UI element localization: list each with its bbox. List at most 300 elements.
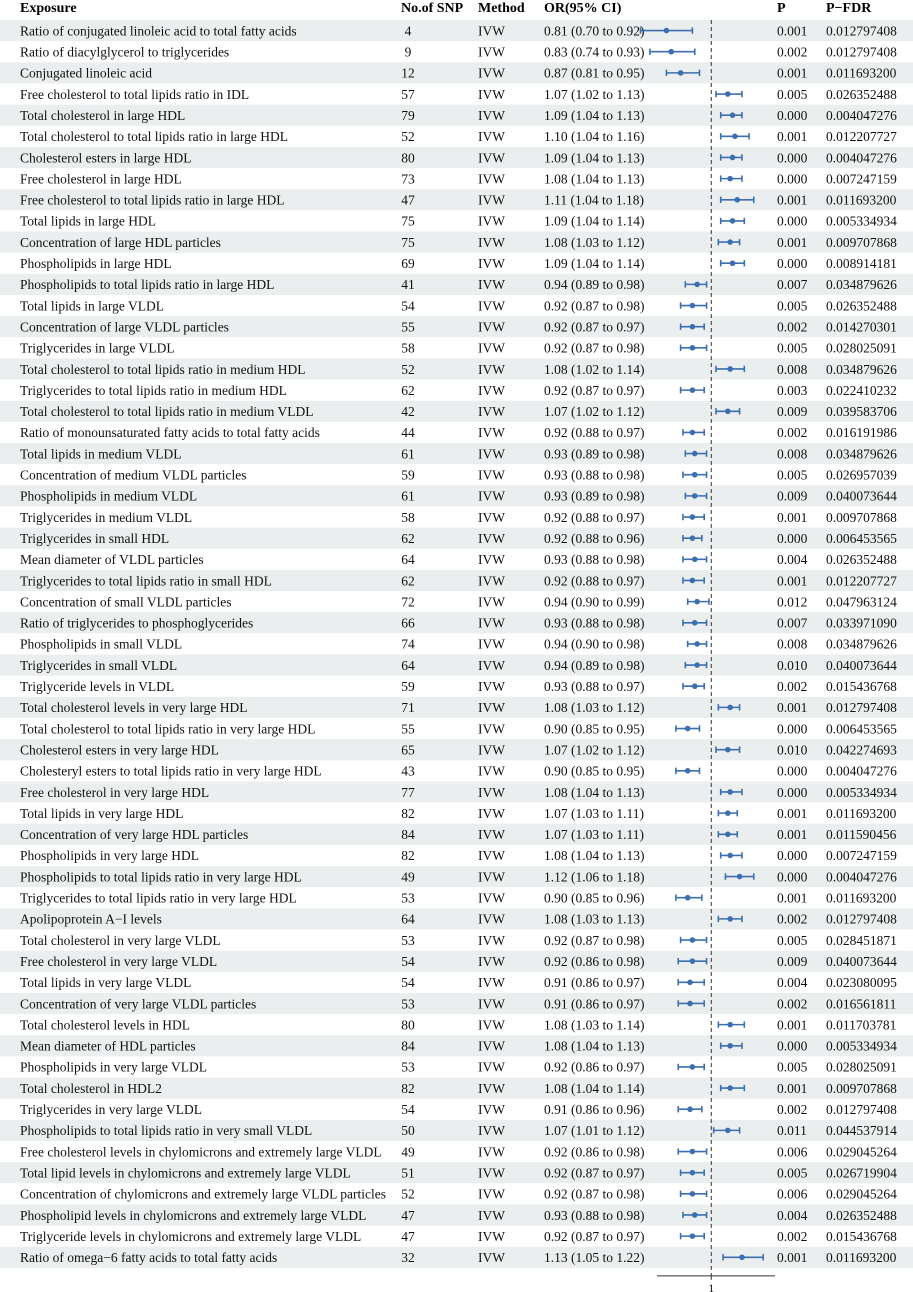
or-ci-cell: 1.08 (1.02 to 1.14): [544, 361, 645, 377]
method-cell: IVW: [478, 1059, 505, 1075]
or-point: [739, 1254, 745, 1260]
p-value-cell: 0.002: [777, 425, 808, 441]
or-point: [690, 324, 696, 330]
p-fdr-cell: 0.012797408: [826, 23, 897, 39]
p-fdr-cell: 0.005334934: [826, 1038, 897, 1054]
p-fdr-cell: 0.016191986: [826, 425, 897, 441]
nsnp-cell: 41: [401, 277, 415, 293]
p-fdr-cell: 0.033971090: [826, 615, 897, 631]
or-ci-cell: 0.93 (0.88 to 0.97): [544, 679, 645, 695]
or-ci-cell: 1.08 (1.04 to 1.13): [544, 848, 645, 864]
or-point: [727, 176, 733, 182]
p-value-cell: 0.012: [777, 594, 808, 610]
exposure-cell: Total cholesterol to total lipids ratio in very large HDL: [20, 721, 316, 737]
p-value-cell: 0.002: [777, 911, 808, 927]
p-value-cell: 0.005: [777, 1165, 808, 1181]
or-point: [694, 641, 700, 647]
nsnp-cell: 42: [401, 404, 415, 420]
or-ci-cell: 0.92 (0.87 to 0.97): [544, 382, 645, 398]
p-value-cell: 0.001: [777, 1017, 808, 1033]
or-ci-cell: 0.93 (0.88 to 0.98): [544, 467, 645, 483]
or-ci-cell: 0.93 (0.88 to 0.98): [544, 1207, 645, 1223]
or-point: [692, 620, 698, 626]
method-cell: IVW: [478, 298, 505, 314]
nsnp-cell: 71: [401, 700, 415, 716]
p-fdr-cell: 0.011693200: [826, 192, 897, 208]
nsnp-cell: 47: [401, 1228, 415, 1244]
or-ci-cell: 0.92 (0.87 to 0.97): [544, 319, 645, 335]
method-cell: IVW: [478, 869, 505, 885]
nsnp-cell: 58: [401, 509, 415, 525]
ci-mark: [721, 852, 742, 858]
ci-mark: [678, 1106, 702, 1112]
or-point: [725, 91, 731, 97]
or-point: [690, 937, 696, 943]
or-point: [694, 662, 700, 668]
nsnp-cell: 53: [401, 890, 415, 906]
p-fdr-cell: 0.011693200: [826, 1250, 897, 1266]
or-ci-cell: 0.93 (0.88 to 0.98): [544, 615, 645, 631]
nsnp-cell: 75: [401, 213, 415, 229]
ci-mark: [681, 302, 707, 308]
exposure-cell: Total lipids in large VLDL: [20, 298, 165, 314]
method-cell: IVW: [478, 1207, 505, 1223]
nsnp-cell: 52: [401, 361, 415, 377]
exposure-cell: Triglycerides to total lipids ratio in small HDL: [20, 573, 272, 589]
nsnp-cell: 84: [401, 827, 415, 843]
or-point: [692, 683, 698, 689]
p-value-cell: 0.000: [777, 256, 808, 272]
ci-mark: [721, 133, 749, 139]
method-cell: IVW: [478, 1228, 505, 1244]
or-point: [732, 134, 738, 140]
ci-mark: [716, 91, 742, 97]
exposure-cell: Free cholesterol levels in chylomicrons and extremely large VLDL: [20, 1144, 382, 1160]
p-fdr-cell: 0.005334934: [826, 213, 897, 229]
p-fdr-cell: 0.034879626: [826, 361, 897, 377]
exposure-cell: Phospholipids to total lipids ratio in very small VLDL: [20, 1123, 313, 1139]
table-row: [20, 594, 897, 609]
table-row: [20, 721, 897, 736]
method-cell: IVW: [478, 65, 505, 81]
method-cell: IVW: [478, 615, 505, 631]
method-cell: IVW: [478, 256, 505, 272]
or-ci-cell: 0.90 (0.85 to 0.96): [544, 890, 645, 906]
exposure-cell: Triglycerides to total lipids ratio in very large HDL: [20, 890, 297, 906]
method-cell: IVW: [478, 552, 505, 568]
p-fdr-cell: 0.009707868: [826, 509, 897, 525]
nsnp-cell: 4: [404, 23, 412, 39]
or-ci-cell: 1.08 (1.03 to 1.13): [544, 911, 645, 927]
header-row: [20, 1, 872, 16]
table-row: [20, 510, 897, 525]
p-value-cell: 0.001: [777, 129, 808, 145]
p-fdr-cell: 0.009707868: [826, 1080, 897, 1096]
or-ci-cell: 0.81 (0.70 to 0.92): [544, 23, 645, 39]
nsnp-cell: 58: [401, 340, 415, 356]
or-point: [727, 1043, 733, 1049]
or-point: [687, 1001, 693, 1007]
p-fdr-cell: 0.011703781: [826, 1017, 897, 1033]
method-cell: IVW: [478, 86, 505, 102]
method-cell: IVW: [478, 192, 505, 208]
method-cell: IVW: [478, 171, 505, 187]
ci-mark: [683, 429, 704, 435]
method-cell: IVW: [478, 1038, 505, 1054]
ci-mark: [678, 1064, 704, 1070]
or-point: [737, 874, 743, 880]
p-value-cell: 0.005: [777, 340, 808, 356]
or-ci-cell: 1.09 (1.04 to 1.13): [544, 107, 645, 123]
nsnp-cell: 54: [401, 975, 415, 991]
p-value-cell: 0.001: [777, 65, 808, 81]
p-value-cell: 0.007: [777, 277, 808, 293]
exposure-cell: Free cholesterol in large HDL: [20, 171, 182, 187]
method-cell: IVW: [478, 319, 505, 335]
p-fdr-cell: 0.011590456: [826, 827, 897, 843]
or-ci-cell: 1.08 (1.04 to 1.14): [544, 1080, 645, 1096]
or-point: [692, 1212, 698, 1218]
exposure-cell: Total lipids in medium VLDL: [20, 446, 182, 462]
p-value-cell: 0.004: [777, 1207, 808, 1223]
table-row: [20, 806, 897, 821]
exposure-cell: Conjugated linoleic acid: [20, 65, 152, 81]
nsnp-cell: 47: [401, 1207, 415, 1223]
exposure-cell: Free cholesterol in very large HDL: [20, 784, 210, 800]
or-point: [725, 747, 731, 753]
p-fdr-cell: 0.011693200: [826, 805, 897, 821]
or-ci-cell: 1.08 (1.03 to 1.12): [544, 234, 645, 250]
or-point: [690, 514, 696, 520]
method-cell: IVW: [478, 573, 505, 589]
p-fdr-cell: 0.040073644: [826, 953, 897, 969]
or-point: [725, 408, 731, 414]
nsnp-cell: 47: [401, 192, 415, 208]
table-row: [20, 891, 897, 906]
method-cell: IVW: [478, 996, 505, 1012]
p-fdr-cell: 0.009707868: [826, 234, 897, 250]
p-value-cell: 0.001: [777, 890, 808, 906]
method-cell: IVW: [478, 1186, 505, 1202]
or-point: [730, 218, 736, 224]
exposure-cell: Cholesteryl esters to total lipids ratio in very large HDL: [20, 763, 322, 779]
or-point: [692, 493, 698, 499]
method-cell: IVW: [478, 488, 505, 504]
ci-mark: [650, 49, 695, 55]
method-cell: IVW: [478, 425, 505, 441]
p-fdr-cell: 0.023080095: [826, 975, 897, 991]
exposure-cell: Ratio of monounsaturated fatty acids to total fatty acids: [20, 425, 320, 441]
method-cell: IVW: [478, 848, 505, 864]
or-ci-cell: 0.92 (0.87 to 0.98): [544, 298, 645, 314]
header-nsnp: No.of SNP: [401, 1, 464, 16]
method-cell: IVW: [478, 361, 505, 377]
method-cell: IVW: [478, 763, 505, 779]
exposure-cell: Triglyceride levels in chylomicrons and extremely large VLDL: [20, 1228, 362, 1244]
p-value-cell: 0.000: [777, 784, 808, 800]
or-ci-cell: 1.07 (1.01 to 1.12): [544, 1123, 645, 1139]
or-ci-cell: 1.07 (1.03 to 1.11): [544, 805, 644, 821]
p-fdr-cell: 0.042274693: [826, 742, 897, 758]
p-fdr-cell: 0.011693200: [826, 65, 897, 81]
method-cell: IVW: [478, 107, 505, 123]
exposure-cell: Total lipid levels in chylomicrons and extremely large VLDL: [20, 1165, 351, 1181]
or-ci-cell: 1.07 (1.03 to 1.11): [544, 827, 644, 843]
p-value-cell: 0.004: [777, 975, 808, 991]
p-value-cell: 0.000: [777, 869, 808, 885]
p-value-cell: 0.008: [777, 361, 808, 377]
p-value-cell: 0.008: [777, 636, 808, 652]
p-value-cell: 0.004: [777, 552, 808, 568]
or-point: [687, 1106, 693, 1112]
p-fdr-cell: 0.012797408: [826, 1102, 897, 1118]
exposure-cell: Triglycerides in large VLDL: [20, 340, 175, 356]
nsnp-cell: 49: [401, 1144, 415, 1160]
or-point: [727, 789, 733, 795]
p-value-cell: 0.000: [777, 848, 808, 864]
table-row: [20, 256, 897, 271]
or-ci-cell: 0.92 (0.86 to 0.97): [544, 1059, 645, 1075]
p-fdr-cell: 0.015436768: [826, 679, 897, 695]
p-value-cell: 0.005: [777, 1059, 808, 1075]
or-ci-cell: 1.08 (1.03 to 1.12): [544, 700, 645, 716]
p-fdr-cell: 0.014270301: [826, 319, 897, 335]
or-ci-cell: 0.93 (0.89 to 0.98): [544, 488, 645, 504]
nsnp-cell: 65: [401, 742, 415, 758]
p-fdr-cell: 0.006453565: [826, 721, 897, 737]
or-ci-cell: 0.94 (0.90 to 0.98): [544, 636, 645, 652]
p-value-cell: 0.001: [777, 805, 808, 821]
or-ci-cell: 0.83 (0.74 to 0.93): [544, 44, 645, 60]
method-cell: IVW: [478, 700, 505, 716]
nsnp-cell: 54: [401, 1102, 415, 1118]
table-row: [20, 1060, 897, 1075]
nsnp-cell: 80: [401, 1017, 415, 1033]
or-point: [730, 260, 736, 266]
nsnp-cell: 55: [401, 319, 415, 335]
or-point: [692, 451, 698, 457]
method-cell: IVW: [478, 975, 505, 991]
or-ci-cell: 1.10 (1.04 to 1.16): [544, 129, 645, 145]
nsnp-cell: 50: [401, 1123, 415, 1139]
nsnp-cell: 64: [401, 911, 415, 927]
p-value-cell: 0.001: [777, 1080, 808, 1096]
method-cell: IVW: [478, 742, 505, 758]
method-cell: IVW: [478, 530, 505, 546]
exposure-cell: Total cholesterol in large HDL: [20, 107, 186, 123]
ci-mark: [676, 895, 702, 901]
or-point: [727, 366, 733, 372]
or-point: [727, 239, 733, 245]
p-value-cell: 0.002: [777, 44, 808, 60]
or-point: [734, 197, 740, 203]
or-point: [664, 28, 670, 34]
ci-mark: [681, 937, 707, 943]
p-value-cell: 0.000: [777, 171, 808, 187]
ci-mark: [718, 1021, 744, 1027]
exposure-cell: Total cholesterol to total lipids ratio in large HDL: [20, 129, 288, 145]
or-point: [727, 705, 733, 711]
method-cell: IVW: [478, 1080, 505, 1096]
table-row: [20, 1229, 897, 1244]
or-ci-cell: 0.92 (0.86 to 0.98): [544, 1144, 645, 1160]
p-fdr-cell: 0.044537914: [826, 1123, 897, 1139]
or-ci-cell: 0.90 (0.85 to 0.95): [544, 763, 645, 779]
header-exposure: Exposure: [20, 1, 77, 16]
or-point: [690, 535, 696, 541]
or-ci-cell: 0.92 (0.88 to 0.97): [544, 425, 645, 441]
p-value-cell: 0.005: [777, 932, 808, 948]
exposure-cell: Mean diameter of HDL particles: [20, 1038, 196, 1054]
header-p: P: [777, 1, 786, 16]
exposure-cell: Phospholipids in very large HDL: [20, 848, 199, 864]
nsnp-cell: 51: [401, 1165, 415, 1181]
p-value-cell: 0.003: [777, 382, 808, 398]
p-fdr-cell: 0.047963124: [826, 594, 897, 610]
exposure-cell: Total cholesterol in HDL2: [20, 1080, 162, 1096]
method-cell: IVW: [478, 277, 505, 293]
p-fdr-cell: 0.026352488: [826, 86, 897, 102]
p-value-cell: 0.005: [777, 298, 808, 314]
or-ci-cell: 1.13 (1.05 to 1.22): [544, 1250, 645, 1266]
table-row: [20, 933, 897, 948]
exposure-cell: Concentration of large HDL particles: [20, 234, 221, 250]
exposure-cell: Free cholesterol to total lipids ratio in large HDL: [20, 192, 285, 208]
table-row: [20, 45, 897, 60]
exposure-cell: Phospholipids in small VLDL: [20, 636, 183, 652]
ci-mark: [681, 1233, 705, 1239]
ci-mark: [681, 387, 705, 393]
p-value-cell: 0.002: [777, 996, 808, 1012]
exposure-cell: Phospholipids in medium VLDL: [20, 488, 198, 504]
p-value-cell: 0.001: [777, 827, 808, 843]
p-fdr-cell: 0.040073644: [826, 488, 897, 504]
p-fdr-cell: 0.028025091: [826, 1059, 897, 1075]
or-point: [690, 345, 696, 351]
ci-mark: [683, 514, 704, 520]
or-ci-cell: 1.08 (1.04 to 1.13): [544, 171, 645, 187]
method-cell: IVW: [478, 1123, 505, 1139]
exposure-cell: Total lipids in very large VLDL: [20, 975, 192, 991]
or-point: [727, 916, 733, 922]
method-cell: IVW: [478, 509, 505, 525]
exposure-cell: Total cholesterol to total lipids ratio in medium HDL: [20, 361, 306, 377]
or-ci-cell: 0.92 (0.87 to 0.98): [544, 932, 645, 948]
exposure-cell: Phospholipids to total lipids ratio in large HDL: [20, 277, 275, 293]
method-cell: IVW: [478, 953, 505, 969]
method-cell: IVW: [478, 1165, 505, 1181]
or-point: [690, 1149, 696, 1155]
nsnp-cell: 79: [401, 107, 415, 123]
nsnp-cell: 62: [401, 382, 415, 398]
p-fdr-cell: 0.022410232: [826, 382, 897, 398]
or-point: [727, 853, 733, 859]
nsnp-cell: 53: [401, 1059, 415, 1075]
p-value-cell: 0.001: [777, 573, 808, 589]
or-ci-cell: 0.93 (0.89 to 0.98): [544, 446, 645, 462]
or-point: [725, 1128, 731, 1134]
method-cell: IVW: [478, 679, 505, 695]
nsnp-cell: 54: [401, 953, 415, 969]
exposure-cell: Total lipids in very large HDL: [20, 805, 184, 821]
method-cell: IVW: [478, 932, 505, 948]
nsnp-cell: 57: [401, 86, 415, 102]
nsnp-cell: 82: [401, 1080, 415, 1096]
ci-mark: [721, 260, 745, 266]
or-point: [690, 1064, 696, 1070]
p-fdr-cell: 0.004047276: [826, 150, 897, 166]
or-ci-cell: 0.92 (0.87 to 0.98): [544, 340, 645, 356]
method-cell: IVW: [478, 1250, 505, 1266]
p-value-cell: 0.008: [777, 446, 808, 462]
exposure-cell: Phospholipids in very large VLDL: [20, 1059, 207, 1075]
exposure-cell: Phospholipid levels in chylomicrons and extremely large VLDL: [20, 1207, 367, 1223]
or-ci-cell: 0.92 (0.88 to 0.97): [544, 573, 645, 589]
table-row: [20, 129, 897, 144]
exposure-cell: Total lipids in large HDL: [20, 213, 157, 229]
nsnp-cell: 59: [401, 679, 415, 695]
ci-mark: [683, 556, 707, 562]
table-row: [20, 298, 897, 313]
or-ci-cell: 0.92 (0.88 to 0.97): [544, 509, 645, 525]
nsnp-cell: 69: [401, 256, 415, 272]
ci-mark: [721, 175, 742, 181]
ci-mark: [681, 1191, 707, 1197]
nsnp-cell: 62: [401, 530, 415, 546]
or-point: [687, 980, 693, 986]
p-value-cell: 0.010: [777, 657, 808, 673]
method-cell: IVW: [478, 827, 505, 843]
p-value-cell: 0.005: [777, 467, 808, 483]
p-fdr-cell: 0.004047276: [826, 869, 897, 885]
exposure-cell: Ratio of omega−6 fatty acids to total fatty acids: [20, 1250, 278, 1266]
nsnp-cell: 43: [401, 763, 415, 779]
or-ci-cell: 1.08 (1.04 to 1.13): [544, 1038, 645, 1054]
p-value-cell: 0.000: [777, 107, 808, 123]
exposure-cell: Concentration of large VLDL particles: [20, 319, 229, 335]
ci-mark: [681, 345, 707, 351]
or-point: [685, 895, 691, 901]
exposure-cell: Cholesterol esters in large HDL: [20, 150, 192, 166]
table-row: [20, 975, 897, 990]
p-fdr-cell: 0.011693200: [826, 890, 897, 906]
header-or-ci: OR(95% CI): [544, 1, 622, 16]
or-ci-cell: 1.09 (1.04 to 1.14): [544, 256, 645, 272]
ci-mark: [678, 979, 704, 985]
nsnp-cell: 66: [401, 615, 415, 631]
nsnp-cell: 61: [401, 446, 415, 462]
p-value-cell: 0.000: [777, 763, 808, 779]
table-row: [20, 171, 897, 186]
or-ci-cell: 0.92 (0.87 to 0.98): [544, 1186, 645, 1202]
method-cell: IVW: [478, 404, 505, 420]
p-fdr-cell: 0.005334934: [826, 784, 897, 800]
p-fdr-cell: 0.040073644: [826, 657, 897, 673]
table-row: [20, 383, 897, 398]
or-ci-cell: 1.09 (1.04 to 1.13): [544, 150, 645, 166]
p-fdr-cell: 0.006453565: [826, 530, 897, 546]
nsnp-cell: 54: [401, 298, 415, 314]
or-ci-cell: 0.91 (0.86 to 0.97): [544, 975, 645, 991]
p-fdr-cell: 0.034879626: [826, 636, 897, 652]
ci-mark: [721, 218, 745, 224]
method-cell: IVW: [478, 911, 505, 927]
exposure-cell: Ratio of triglycerides to phosphoglycerides: [20, 615, 254, 631]
exposure-cell: Triglycerides to total lipids ratio in medium HDL: [20, 382, 287, 398]
p-fdr-cell: 0.028025091: [826, 340, 897, 356]
nsnp-cell: 84: [401, 1038, 415, 1054]
exposure-cell: Concentration of medium VLDL particles: [20, 467, 247, 483]
